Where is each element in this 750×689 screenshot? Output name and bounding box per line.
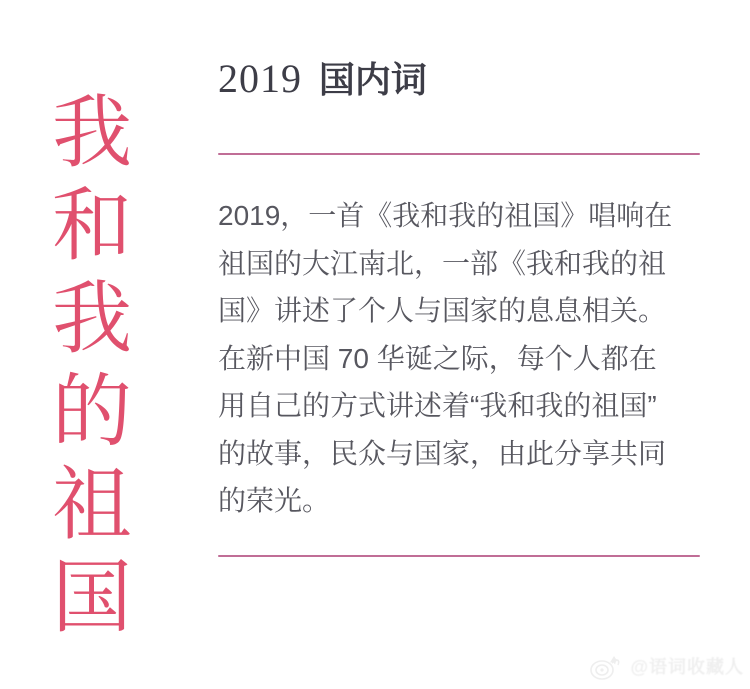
- title-year: 2019: [218, 56, 302, 101]
- paragraph-line: 2019，一首《我和我的祖国》唱响在: [218, 200, 673, 231]
- paragraph-line: 国》讲述了个人与国家的息息相关。: [218, 295, 667, 326]
- title-text: 国内词: [318, 59, 427, 100]
- weibo-logo-icon: [587, 650, 623, 682]
- section-title: [218, 52, 427, 103]
- paragraph-line: 祖国的大江南北，一部《我和我的祖: [218, 247, 667, 279]
- calligraphy-vertical-title: 我和我的祖国: [52, 86, 132, 644]
- paragraph-line: 的故事，民众与国家，由此分享共同: [218, 437, 667, 469]
- paragraph-line: 用自己的方式讲述着“我和我的祖国”: [218, 390, 657, 421]
- watermark-handle: @语词收藏人: [630, 657, 744, 677]
- weibo-watermark: [587, 650, 744, 682]
- divider-bottom: [218, 555, 700, 557]
- divider-top: [218, 153, 700, 155]
- paragraph-line: 的荣光。: [218, 485, 331, 516]
- body-paragraph: [218, 192, 718, 525]
- paragraph-line: 在新中国 70 华诞之际，每个人都在: [218, 342, 657, 374]
